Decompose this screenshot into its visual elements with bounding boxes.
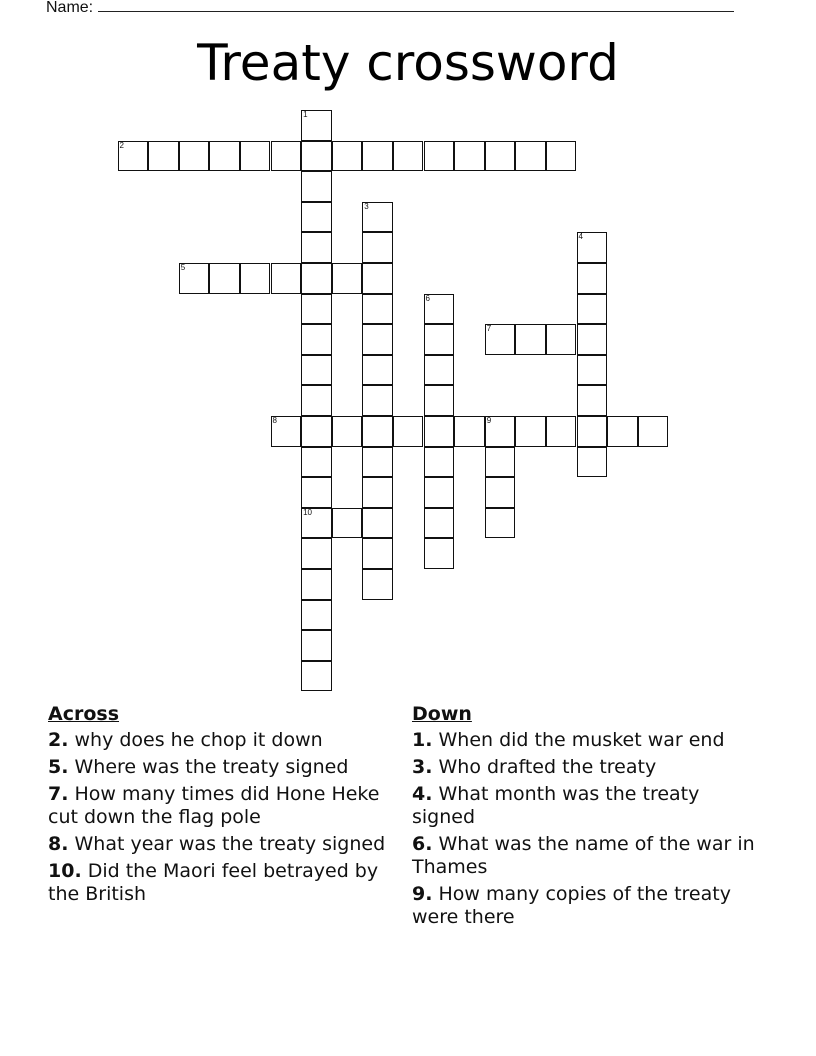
clue-number-label: 8 bbox=[272, 416, 277, 425]
grid-cell[interactable] bbox=[362, 447, 393, 478]
down-clue bbox=[412, 729, 757, 752]
grid-cell[interactable] bbox=[362, 202, 393, 233]
grid-cell[interactable] bbox=[362, 569, 393, 600]
across-clues bbox=[48, 703, 393, 910]
grid-cell[interactable] bbox=[393, 416, 424, 447]
grid-cell[interactable] bbox=[301, 294, 332, 325]
clue-text: How many times did Hone Heke cut down the flag pole bbox=[48, 783, 380, 828]
clue-text: When did the musket war end bbox=[432, 729, 725, 751]
grid-cell[interactable] bbox=[301, 171, 332, 202]
grid-cell[interactable] bbox=[362, 232, 393, 263]
grid-cell[interactable] bbox=[638, 416, 669, 447]
grid-cell[interactable] bbox=[301, 416, 332, 447]
grid-cell[interactable] bbox=[515, 416, 546, 447]
clue-number: 6. bbox=[412, 833, 433, 855]
grid-cell[interactable] bbox=[301, 508, 332, 539]
across-clue bbox=[48, 729, 393, 752]
grid-cell[interactable] bbox=[332, 141, 363, 172]
across-heading: Across bbox=[48, 703, 120, 725]
grid-cell[interactable] bbox=[362, 263, 393, 294]
clue-number: 4. bbox=[412, 783, 433, 805]
clue-number: 8. bbox=[48, 833, 69, 855]
grid-cell[interactable] bbox=[301, 661, 332, 692]
grid-cell[interactable] bbox=[485, 416, 516, 447]
grid-cell[interactable] bbox=[577, 324, 608, 355]
clue-number-label: 7 bbox=[486, 324, 492, 334]
grid-cell[interactable] bbox=[546, 416, 577, 447]
grid-cell[interactable] bbox=[240, 263, 271, 294]
clue-number-label: 9 bbox=[486, 416, 492, 425]
clue-text: What was the name of the war in Thames bbox=[412, 833, 755, 878]
clue-number-label: 10 bbox=[303, 507, 312, 517]
across-clue bbox=[48, 783, 393, 829]
grid-cell[interactable] bbox=[301, 630, 332, 661]
clue-number-label: 6 bbox=[425, 293, 430, 303]
across-clue bbox=[48, 756, 393, 779]
grid-cell[interactable] bbox=[332, 263, 363, 294]
grid-cell[interactable] bbox=[301, 385, 332, 416]
grid-cell[interactable] bbox=[118, 141, 149, 172]
grid-cell[interactable] bbox=[179, 263, 210, 294]
clue-number-label: 3 bbox=[364, 201, 369, 211]
clue-number: 5. bbox=[48, 756, 69, 778]
grid-cell[interactable] bbox=[424, 294, 455, 325]
across-clue bbox=[48, 833, 393, 856]
grid-cell[interactable] bbox=[454, 141, 485, 172]
grid-cell[interactable] bbox=[577, 355, 608, 386]
clue-number-label: 5 bbox=[180, 263, 186, 272]
clue-number: 10. bbox=[48, 860, 82, 882]
grid-cell[interactable] bbox=[424, 416, 455, 447]
grid-cell[interactable] bbox=[301, 477, 332, 508]
down-clue bbox=[412, 783, 757, 829]
grid-cell[interactable] bbox=[515, 141, 546, 172]
grid-cell[interactable] bbox=[485, 141, 516, 172]
grid-cell[interactable] bbox=[301, 538, 332, 569]
clue-number: 9. bbox=[412, 883, 433, 905]
grid-cell[interactable] bbox=[301, 355, 332, 386]
grid-cell[interactable] bbox=[362, 385, 393, 416]
clue-number: 1. bbox=[412, 729, 433, 751]
grid-cell[interactable] bbox=[362, 508, 393, 539]
clue-text: What month was the treaty signed bbox=[412, 783, 700, 828]
grid-cell[interactable] bbox=[362, 324, 393, 355]
grid-cell[interactable] bbox=[301, 324, 332, 355]
clue-text: What year was the treaty signed bbox=[68, 833, 386, 855]
grid-cell[interactable] bbox=[485, 324, 516, 355]
grid-cell[interactable] bbox=[179, 141, 210, 172]
grid-cell[interactable] bbox=[240, 141, 271, 172]
name-label: Name: bbox=[46, 0, 94, 16]
grid-cell[interactable] bbox=[301, 110, 332, 141]
grid-cell[interactable] bbox=[362, 416, 393, 447]
grid-cell[interactable] bbox=[577, 294, 608, 325]
down-heading: Down bbox=[412, 703, 472, 725]
grid-cell[interactable] bbox=[393, 141, 424, 172]
grid-cell[interactable] bbox=[209, 141, 240, 172]
across-clue bbox=[48, 860, 393, 906]
grid-cell[interactable] bbox=[424, 477, 455, 508]
grid-cell[interactable] bbox=[424, 141, 455, 172]
clue-number-label: 2 bbox=[119, 140, 124, 150]
grid-cell[interactable] bbox=[515, 324, 546, 355]
grid-cell[interactable] bbox=[301, 232, 332, 263]
clue-number-label: 1 bbox=[303, 110, 308, 119]
clue-number: 2. bbox=[48, 729, 69, 751]
clue-number: 3. bbox=[412, 756, 433, 778]
grid-cell[interactable] bbox=[577, 232, 608, 263]
grid-cell[interactable] bbox=[301, 141, 332, 172]
grid-cell[interactable] bbox=[546, 324, 577, 355]
down-clues bbox=[412, 703, 757, 933]
down-clue bbox=[412, 883, 757, 929]
page-title: Treaty crossword bbox=[197, 34, 619, 92]
down-clue bbox=[412, 833, 757, 879]
grid-cell[interactable] bbox=[577, 416, 608, 447]
grid-cell[interactable] bbox=[424, 447, 455, 478]
clue-text: How many copies of the treaty were there bbox=[412, 883, 731, 928]
grid-cell[interactable] bbox=[301, 600, 332, 631]
grid-cell[interactable] bbox=[607, 416, 638, 447]
grid-cell[interactable] bbox=[362, 355, 393, 386]
grid-cell[interactable] bbox=[546, 141, 577, 172]
clue-text: Where was the treaty signed bbox=[68, 756, 349, 778]
grid-cell[interactable] bbox=[148, 141, 179, 172]
grid-cell[interactable] bbox=[301, 447, 332, 478]
grid-cell[interactable] bbox=[332, 508, 363, 539]
grid-cell[interactable] bbox=[271, 416, 302, 447]
grid-cell[interactable] bbox=[209, 263, 240, 294]
grid-cell[interactable] bbox=[301, 263, 332, 294]
grid-cell[interactable] bbox=[577, 385, 608, 416]
grid-cell[interactable] bbox=[271, 263, 302, 294]
grid-cell[interactable] bbox=[362, 294, 393, 325]
grid-cell[interactable] bbox=[485, 477, 516, 508]
grid-cell[interactable] bbox=[362, 477, 393, 508]
grid-cell[interactable] bbox=[454, 416, 485, 447]
grid-cell[interactable] bbox=[362, 538, 393, 569]
clue-text: Who drafted the treaty bbox=[432, 756, 657, 778]
down-clue bbox=[412, 756, 757, 779]
grid-cell[interactable] bbox=[301, 202, 332, 233]
clue-text: why does he chop it down bbox=[68, 729, 323, 751]
clue-number: 7. bbox=[48, 783, 69, 805]
grid-cell[interactable] bbox=[424, 538, 455, 569]
grid-cell[interactable] bbox=[485, 508, 516, 539]
grid-cell[interactable] bbox=[301, 569, 332, 600]
grid-cell[interactable] bbox=[332, 416, 363, 447]
clue-text: Did the Maori feel betrayed by the British bbox=[48, 860, 379, 905]
grid-cell[interactable] bbox=[362, 141, 393, 172]
grid-cell[interactable] bbox=[271, 141, 302, 172]
grid-cell[interactable] bbox=[577, 263, 608, 294]
grid-cell[interactable] bbox=[485, 447, 516, 478]
grid-cell[interactable] bbox=[424, 355, 455, 386]
grid-cell[interactable] bbox=[424, 385, 455, 416]
grid-cell[interactable] bbox=[577, 447, 608, 478]
clue-number-label: 4 bbox=[578, 232, 583, 242]
grid-cell[interactable] bbox=[424, 508, 455, 539]
grid-cell[interactable] bbox=[424, 324, 455, 355]
